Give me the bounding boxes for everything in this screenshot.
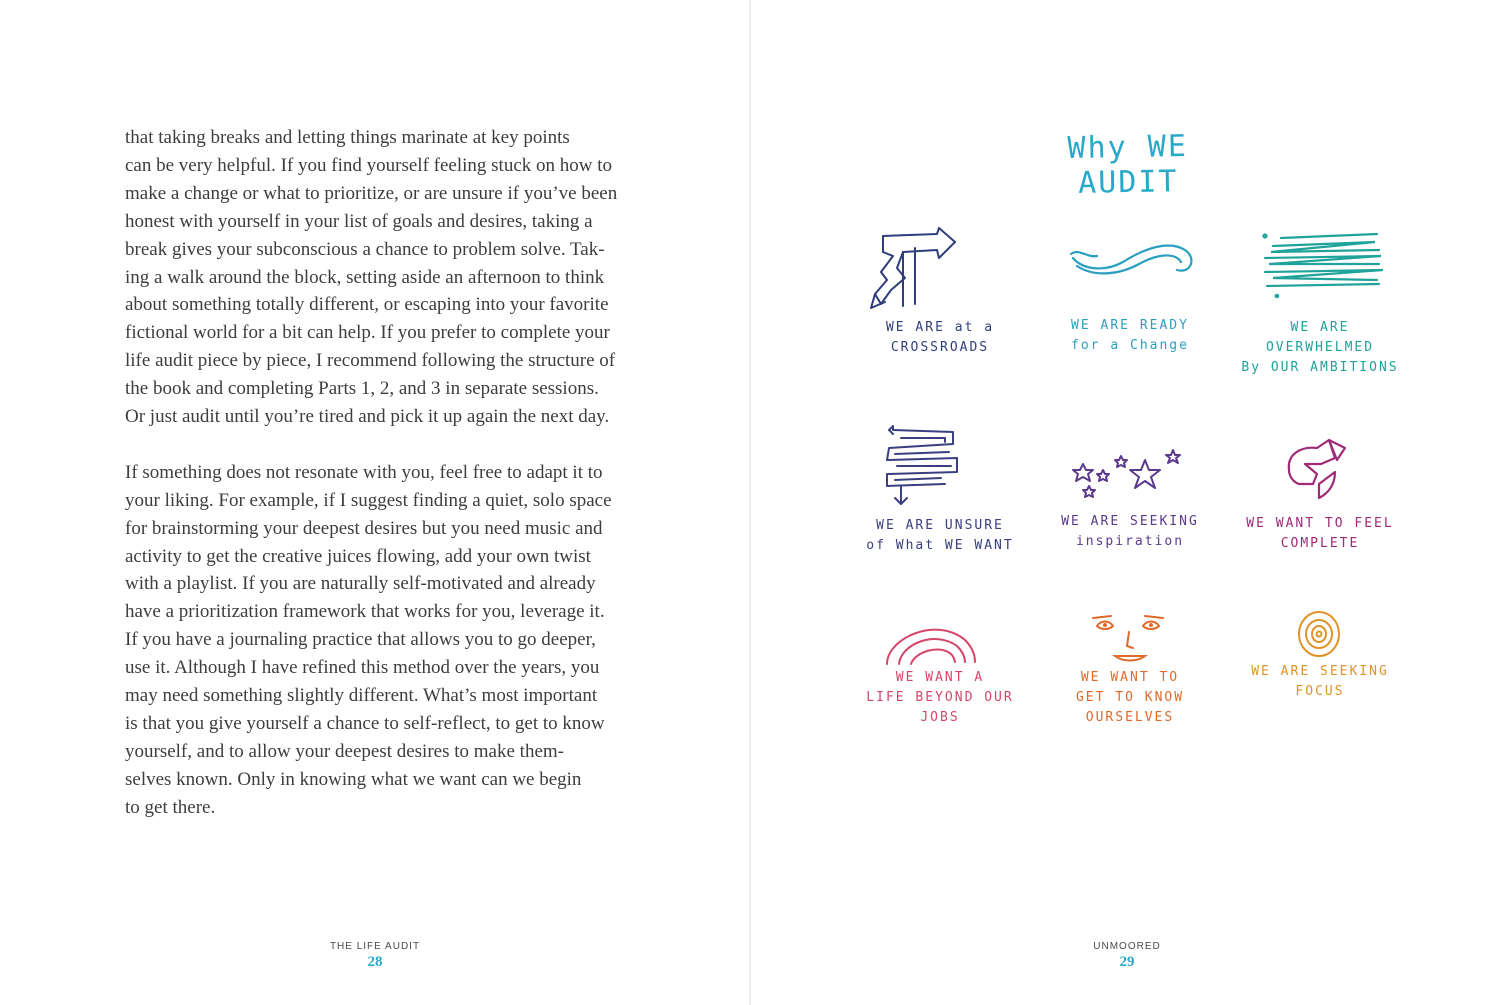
tile-seeking-inspiration [1035,424,1225,574]
tile-unsure [845,424,1035,574]
caption-line: WE ARE UNSURE [876,518,1004,533]
caption-line: WE ARE SEEKING [1251,664,1389,679]
winding-path-arrow-icon [845,424,1035,514]
text-line: fictional world for a bit can help. If you prefer to complete your [125,322,610,344]
text-line: yourself, and to allow your deepest desires to make them- [125,740,564,762]
text-line: If something does not resonate with you, feel free to adapt it to [125,461,603,483]
tile-ready-for-change [1035,228,1225,378]
caption-line: WE ARE at a [885,320,995,335]
tile-caption [845,318,1035,358]
right-folio [1027,941,1227,971]
tile-caption [1225,662,1415,702]
left-folio [275,941,475,971]
caption-line: WE WANT A [895,670,985,685]
crossroads-arrows-icon [845,228,1035,318]
caption-line: LIFE BEYOND OUR [866,690,1014,705]
broken-shape-icon [1225,424,1415,514]
text-line: activity to get the creative juices flowing, add your own twist [125,545,591,567]
caption-line: By OUR AMBITIONS [1241,360,1399,375]
caption-line: inspiration [1075,534,1185,549]
page-number: 28 [367,954,383,970]
stars-icon [1035,424,1225,514]
text-line: If you have a journaling practice that allows you to go deeper, [125,629,596,651]
text-line: honest with yourself in your list of goals and desires, taking a [125,210,593,232]
caption-line: WE WANT TO FEEL [1246,516,1394,531]
text-line: Or just audit until you’re tired and pick it up again the next day. [125,406,610,428]
caption-line: JOBS [920,710,960,725]
tile-caption [1035,668,1225,728]
tile-feel-complete [1225,424,1415,574]
tile-overwhelmed [1225,228,1415,378]
running-head: UNMOORED [1093,941,1161,952]
caption-line: WE ARE [1290,320,1350,335]
caption-line: WE ARE SEEKING [1061,514,1199,529]
paragraph-spacer [125,431,635,459]
caption-line: FOCUS [1295,684,1345,699]
caption-line: CROSSROADS [890,340,990,355]
tile-crossroads [845,228,1035,378]
scribble-lines-icon [1225,228,1415,318]
tile-caption [845,516,1035,556]
text-line: for brainstorming your deepest desires but you need music and [125,517,603,539]
text-line: about something totally different, or escaping into your favorite [125,294,609,316]
tile-caption [1035,512,1225,552]
caption-line: for a Change [1071,338,1189,353]
text-line: life audit piece by piece, I recommend following the structure of [125,350,616,372]
text-line: that taking breaks and letting things marinate at key points [125,127,570,148]
wave-icon [1035,228,1225,318]
caption-line: GET TO KNOW [1075,690,1185,705]
tile-seeking-focus [1225,606,1415,756]
text-line: with a playlist. If you are naturally self-motivated and already [125,573,596,595]
tile-caption [1225,514,1415,554]
text-line: selves known. Only in knowing what we want can we begin [125,768,582,790]
caption-line: OVERWHELMED [1265,340,1375,355]
paragraph-2 [125,459,635,822]
text-line: have a prioritization framework that works for you, leverage it. [125,601,605,623]
tile-life-beyond-jobs [845,606,1035,756]
illustration-heading: Why WE AUDIT [1067,128,1189,201]
tile-caption [845,668,1035,728]
body-text [125,124,635,822]
text-line: ing a walk around the block, setting aside an afternoon to think [125,266,605,288]
text-line: use it. Although I have refined this method over the years, you [125,657,600,679]
tile-caption [1225,318,1415,378]
running-head: THE LIFE AUDIT [329,941,421,952]
caption-line: of What WE WANT [866,538,1014,553]
tile-caption [1035,316,1225,356]
caption-line: OURSELVES [1085,710,1175,725]
text-line: is that you give yourself a chance to self-reflect, to get to know [125,713,605,735]
caption-line: WE WANT TO [1080,670,1180,685]
page-number: 29 [1119,954,1135,970]
right-page [750,0,1500,1005]
text-line: break gives your subconscious a chance to problem solve. Tak- [125,238,605,260]
paragraph-1 [125,124,635,431]
caption-line: COMPLETE [1280,536,1360,551]
text-line: to get there. [125,796,216,818]
text-line: your liking. For example, if I suggest finding a quiet, solo space [125,489,612,511]
caption-line: WE ARE READY [1071,318,1189,333]
text-line: the book and completing Parts 1, 2, and 3 in separate sessions. [125,378,599,400]
text-line: may need something slightly different. What’s most important [125,685,598,707]
text-line: make a change or what to prioritize, or are unsure if you’ve been [125,182,618,204]
text-line: can be very helpful. If you find yourself feeling stuck on how to [125,154,613,176]
tile-get-to-know-ourselves [1035,606,1225,756]
